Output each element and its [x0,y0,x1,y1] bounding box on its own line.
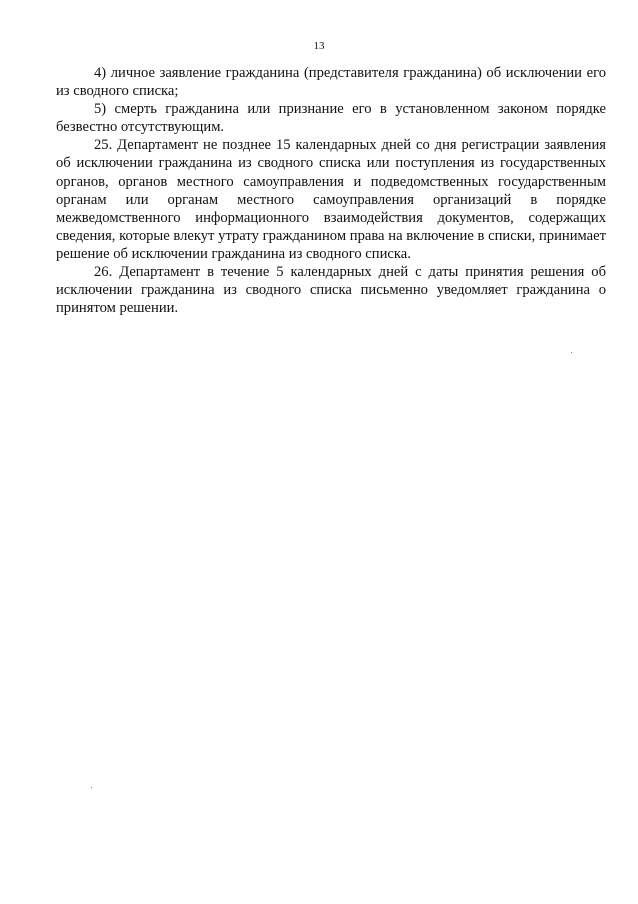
scan-speck [571,352,572,353]
paragraph-item-5: 5) смерть гражданина или признание его в установленном законом порядке безвестно отсутствующим. [56,101,606,136]
paragraph-clause-26: 26. Департамент в течение 5 календарных дней с даты принятия решения об исключении гражданина из сводного списка письменно уведомляет гражданина о принятом решении. [56,264,606,317]
paragraph-item-4: 4) личное заявление гражданина (представителя гражданина) об исключении его из сводного списка; [56,65,606,100]
paragraph-clause-25: 25. Департамент не позднее 15 календарных дней со дня регистрации заявления об исключении гражданина из сводного списка или поступления из государственных органов, органов местного самоуправления и подведомственных государственным органам или органам местного самоуправления организаций в порядке межведомственного информационного взаимодействия документов, содержащих сведения, которые влекут утрату гражданином права на включение в списки, принимает решение об исключении гражданина из сводного списка. [56,137,606,262]
page-number: 13 [313,40,325,52]
document-body [56,64,606,317]
scan-speck [91,787,92,788]
